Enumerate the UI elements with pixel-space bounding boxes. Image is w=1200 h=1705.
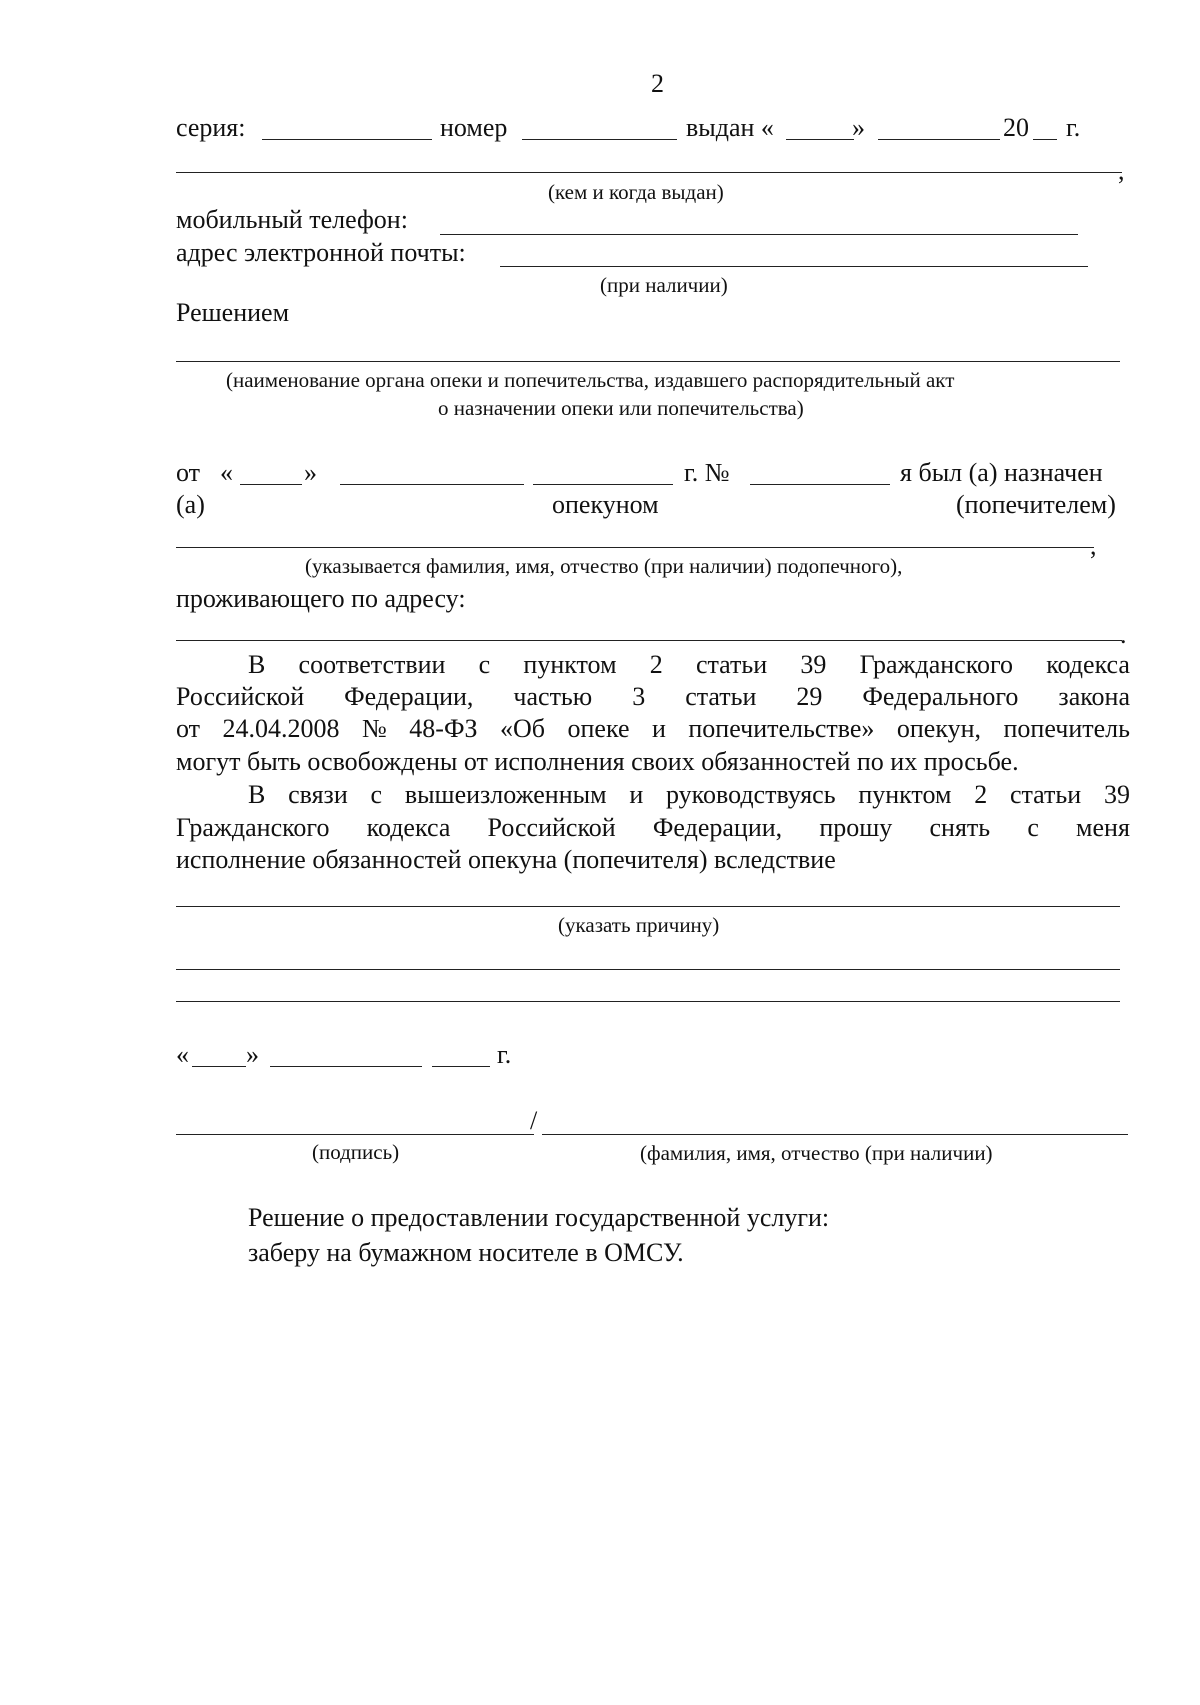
word: 2 [974,780,988,809]
reason-caption: (указать причину) [558,913,720,937]
word: Федерального [862,682,1019,711]
series-blank[interactable] [262,139,432,140]
word: вышеизложенным [404,780,607,809]
ward-name-comma: , [1090,531,1097,560]
word: снять [929,813,991,842]
ot-month-blank[interactable] [340,484,524,485]
word: 29 [796,682,823,711]
word: 39 [800,650,827,679]
word: № [362,714,387,743]
paragraph-1-line-3 [176,716,1130,742]
date-month-blank[interactable] [270,1066,422,1067]
word: Гражданского [859,650,1014,679]
paragraph-1-line-4: могут быть освобождены от исполнения своих обязанностей по их просьбе. [176,747,1019,776]
word: статьи [685,682,757,711]
word: соответствии [298,650,446,679]
word: В [248,650,266,679]
number-blank[interactable] [522,139,677,140]
word: и [629,780,644,809]
word: и [651,714,666,743]
ot-open-quote: « [220,458,233,487]
word: Федерации, [344,682,474,711]
issued-by-caption: (кем и когда выдан) [548,180,724,204]
word: «Об [500,714,546,743]
ot-year-blank[interactable] [533,484,673,485]
paragraph-1-line-1 [248,652,1130,678]
word: руководствуясь [666,780,836,809]
paragraph-1-line-2 [176,684,1130,710]
reason-blank-2[interactable] [176,969,1120,970]
reason-blank-1[interactable] [176,906,1120,907]
page-number: 2 [651,69,664,98]
address-blank[interactable] [176,640,1122,641]
word: от [176,714,201,743]
word: статьи [695,650,768,679]
word: с [1027,813,1039,842]
g-no-label: г. № [684,458,730,487]
series-label: серия: [176,113,246,142]
paragraph-2-line-1 [248,782,1130,808]
signature-slash: / [530,1106,538,1135]
authority-caption-2: о назначении опеки или попечительства) [438,396,804,420]
full-name-caption: (фамилия, имя, отчество (при наличии) [640,1141,993,1165]
word: прошу [819,813,893,842]
result-line-2: заберу на бумажном носителе в ОМСУ. [248,1238,684,1267]
word: попечитель [1003,714,1130,743]
word: Федерации, [652,813,783,842]
word: связи [288,780,348,809]
authority-blank[interactable] [176,361,1120,362]
ward-caption: (указывается фамилия, имя, отчество (при наличии) подопечного), [305,554,903,578]
full-name-blank[interactable] [542,1134,1128,1135]
issued-month-blank[interactable] [878,139,1000,140]
guardian-label: опекуном [552,490,659,519]
authority-caption-1: (наименование органа опеки и попечительства, издавшего распорядительный акт [226,368,955,392]
issued-label: выдан « [686,113,774,142]
a-label: (а) [176,490,205,519]
paragraph-2-line-2 [176,815,1130,841]
issued-by-blank[interactable] [176,172,1122,173]
act-number-blank[interactable] [750,484,890,485]
date-close-quote: » [246,1040,259,1069]
issued-year-blank[interactable] [1033,139,1057,140]
word: Российской [487,813,616,842]
word: с [370,780,383,809]
word: закона [1058,682,1130,711]
word: частью [513,682,593,711]
word: 3 [632,682,646,711]
issued-year-suffix: г. [1066,113,1081,142]
word: 39 [1103,780,1130,809]
word: опекун, [896,714,982,743]
word: кодекса [366,813,451,842]
word: В [248,780,266,809]
issued-by-comma: , [1118,156,1125,185]
word: пунктом [858,780,952,809]
mobile-blank[interactable] [440,234,1078,235]
trustee-label: (попечителем) [956,490,1116,519]
living-at-label: проживающего по адресу: [176,584,466,613]
issued-year-prefix: 20 [1003,113,1029,142]
signature-blank[interactable] [176,1134,534,1135]
word: Гражданского [176,813,330,842]
word: опеке [567,714,630,743]
word: 2 [649,650,663,679]
date-year-blank[interactable] [432,1066,490,1067]
date-day-blank[interactable] [192,1066,246,1067]
ot-close-quote: » [304,458,317,487]
ot-day-blank[interactable] [240,484,302,485]
ot-label: от [176,458,201,487]
word: пунктом [523,650,617,679]
decision-label: Решением [176,298,290,327]
if-any-caption: (при наличии) [600,273,728,297]
signature-caption: (подпись) [312,1140,400,1164]
address-period: . [1120,620,1127,649]
reason-blank-3[interactable] [176,1001,1120,1002]
issued-day-blank[interactable] [786,139,854,140]
word: Российской [176,682,305,711]
email-blank[interactable] [500,266,1088,267]
mobile-label: мобильный телефон: [176,205,408,234]
word: меня [1076,813,1130,842]
word: с [478,650,491,679]
date-year-suffix: г. [497,1040,512,1069]
ward-name-blank[interactable] [176,547,1094,548]
issued-close-quote: » [852,113,865,142]
word: статьи [1009,780,1082,809]
result-line-1: Решение о предоставлении государственной услуги: [248,1203,830,1232]
word: 24.04.2008 [222,714,340,743]
date-open-quote: « [176,1040,189,1069]
paragraph-2-line-3: исполнение обязанностей опекуна (попечителя) вследствие [176,845,836,874]
email-label: адрес электронной почты: [176,238,466,267]
word: попечительстве» [688,714,875,743]
appointed-label: я был (а) назначен [900,458,1103,487]
word: 48-ФЗ [409,714,478,743]
word: кодекса [1046,650,1130,679]
number-label: номер [440,113,508,142]
